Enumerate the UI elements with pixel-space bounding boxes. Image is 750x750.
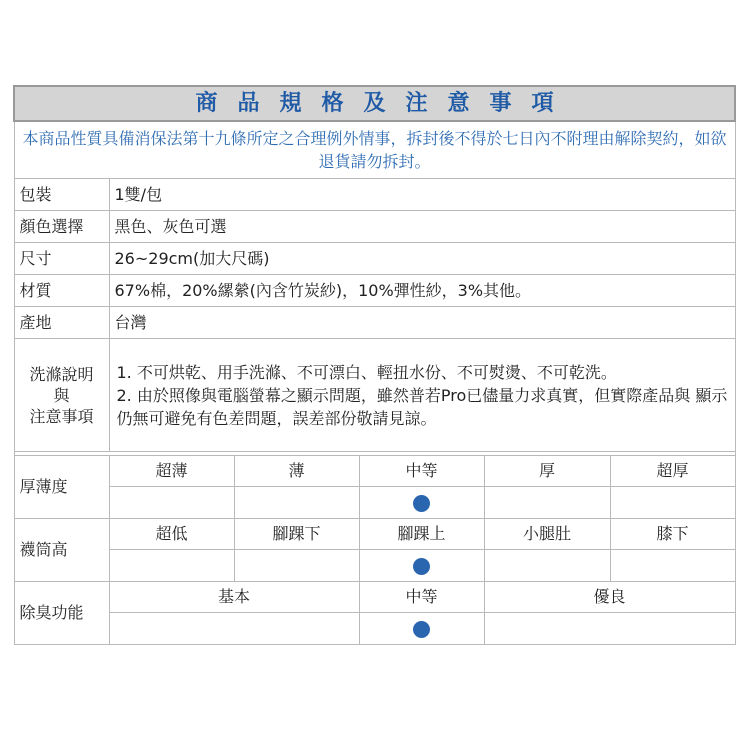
- thickness-option: 中等: [359, 456, 484, 487]
- wash-instruction-2: 2. 由於照像與電腦螢幕之顯示問題，雖然普若Pro已儘量力求真實，但實際產品與 顯示仍無可避免有色差問題，誤差部份敬請見諒。: [116, 385, 728, 428]
- spec-value: 26~29cm(加大尺碼): [109, 243, 735, 275]
- thickness-cell: [359, 487, 484, 519]
- return-policy-notice: 本商品性質具備消保法第十九條所定之合理例外情事，拆封後不得於七日內不附理由解除契約，如欲退貨請勿拆封。: [14, 121, 735, 179]
- deodorant-cell: [484, 613, 735, 645]
- height-cell: [234, 550, 359, 582]
- height-option: 小腿肚: [484, 519, 610, 550]
- spec-value: 1雙/包: [109, 179, 735, 211]
- spec-table: [13, 85, 736, 645]
- thickness-option: 超厚: [610, 456, 735, 487]
- spec-sheet: [13, 85, 734, 645]
- wash-label-line: 注意事項: [29, 406, 94, 426]
- wash-instructions: [109, 339, 735, 452]
- selected-dot-icon: [413, 558, 430, 575]
- spec-row-color: [14, 211, 735, 243]
- thickness-option: 厚: [484, 456, 610, 487]
- thickness-label: 厚薄度: [14, 456, 109, 519]
- spec-value: 67%棉，20%縲縈(內含竹炭紗)，10%彈性紗，3%其他。: [109, 275, 735, 307]
- wash-label: [14, 339, 109, 452]
- spec-value: 台灣: [109, 307, 735, 339]
- thickness-cell: [610, 487, 735, 519]
- spec-value: 黑色、灰色可選: [109, 211, 735, 243]
- sheet-title: 商品規格及注意事項: [14, 86, 735, 121]
- height-indicator-row: [14, 550, 735, 582]
- height-label: 襪筒高: [14, 519, 109, 582]
- selected-dot-icon: [413, 621, 430, 638]
- height-cell: [484, 550, 610, 582]
- thickness-option: 薄: [234, 456, 359, 487]
- height-option: 腳踝下: [234, 519, 359, 550]
- thickness-options-row: [14, 456, 735, 487]
- thickness-option: 超薄: [109, 456, 234, 487]
- spec-row-packaging: [14, 179, 735, 211]
- spec-label: 顏色選擇: [14, 211, 109, 243]
- deodorant-option: 基本: [109, 582, 359, 613]
- height-option: 膝下: [610, 519, 735, 550]
- wash-label-line: 與: [53, 385, 70, 405]
- height-options-row: [14, 519, 735, 550]
- height-cell: [359, 550, 484, 582]
- spec-row-material: [14, 275, 735, 307]
- wash-label-line: 洗滌說明: [29, 364, 94, 384]
- deodorant-option: 中等: [359, 582, 484, 613]
- spec-row-size: [14, 243, 735, 275]
- wash-instruction-1: 1. 不可烘乾、用手洗滌、不可漂白、輕扭水份、不可熨燙、不可乾洗。: [116, 362, 617, 382]
- deodorant-options-row: [14, 582, 735, 613]
- spec-label: 包裝: [14, 179, 109, 211]
- spec-label: 產地: [14, 307, 109, 339]
- thickness-indicator-row: [14, 487, 735, 519]
- deodorant-cell: [109, 613, 359, 645]
- deodorant-indicator-row: [14, 613, 735, 645]
- deodorant-label: 除臭功能: [14, 582, 109, 645]
- spec-row-origin: [14, 307, 735, 339]
- deodorant-option: 優良: [484, 582, 735, 613]
- spec-label: 材質: [14, 275, 109, 307]
- height-cell: [610, 550, 735, 582]
- deodorant-cell: [359, 613, 484, 645]
- spec-label: 尺寸: [14, 243, 109, 275]
- wash-row: [14, 339, 735, 452]
- height-option: 超低: [109, 519, 234, 550]
- height-cell: [109, 550, 234, 582]
- thickness-cell: [484, 487, 610, 519]
- thickness-cell: [234, 487, 359, 519]
- selected-dot-icon: [413, 495, 430, 512]
- height-option: 腳踝上: [359, 519, 484, 550]
- thickness-cell: [109, 487, 234, 519]
